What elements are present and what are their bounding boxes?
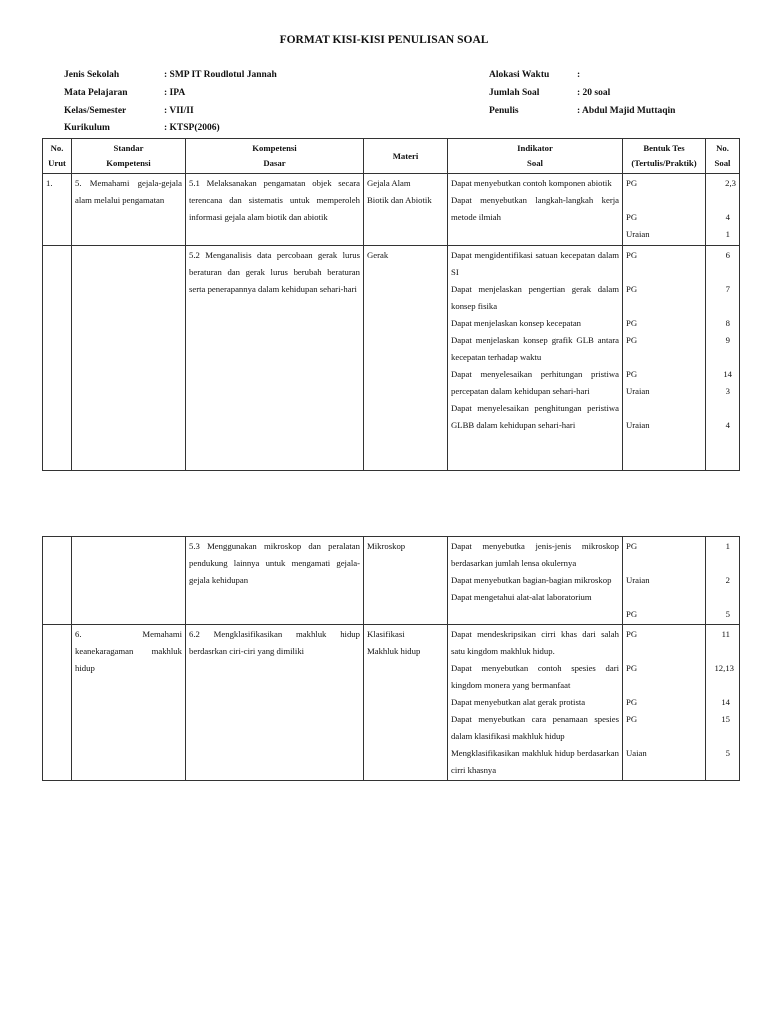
indikator-item: Dapat menyebutkan contoh komponen abiotik [451, 178, 612, 188]
indikator-item: Dapat mendeskripsikan cirri khas dari salah satu kingdom makhluk hidup. [451, 629, 619, 656]
header-indikator-soal: Indikator Soal [448, 139, 623, 174]
cell-no [43, 625, 72, 781]
meta-label: Jumlah Soal [489, 88, 540, 98]
cell-no-soal: 11 12,13 14 15 5 [706, 625, 740, 781]
cell-indikator [448, 625, 623, 781]
meta-value: : SMP IT Roudlotul Jannah [164, 70, 277, 80]
indikator-item: Dapat menyebutka jenis-jenis mikroskop berdasarkan jumlah lensa okulernya [451, 541, 619, 568]
cell-no [43, 246, 72, 471]
cell-no-soal: 1 2 5 [706, 537, 740, 625]
indikator-item: Dapat menyebutkan cara penamaan spesies dalam klasifikasi makhluk hidup [451, 714, 619, 741]
meta-value: : 20 soal [577, 88, 611, 98]
meta-right [489, 70, 729, 120]
indikator-item: Dapat menjelaskan pengertian gerak dalam konsep fisika [451, 284, 619, 311]
header-kompetensi-dasar: Kompetensi Dasar [186, 139, 364, 174]
table-row [43, 174, 740, 246]
table-header-row [43, 139, 740, 174]
cell-bentuk-tes: PG PG Uraian [623, 174, 706, 246]
cell-bentuk-tes: PG PG PG PG PG Uraian Uraian [623, 246, 706, 471]
header-no-urut: No. Urut [43, 139, 72, 174]
indikator-item: Dapat mengidentifikasi satuan kecepatan dalam SI [451, 250, 619, 277]
cell-materi: Mikroskop [364, 537, 448, 625]
meta-label: Mata Pelajaran [64, 88, 128, 98]
meta-left [64, 70, 364, 140]
indikator-item: Dapat menyebutkan contoh spesies dari kingdom monera yang bermanfaat [451, 663, 619, 690]
meta-label: Kelas/Semester [64, 106, 127, 116]
meta-label: Jenis Sekolah [64, 70, 120, 80]
cell-bentuk-tes: PG Uraian PG [623, 537, 706, 625]
meta-value: : [577, 70, 581, 80]
meta-value: : KTSP(2006) [164, 123, 220, 133]
indikator-item: Dapat menjelaskan konsep grafik GLB antara kecepatan terhadap waktu [451, 335, 619, 362]
cell-materi: Klasifikasi Makhluk hidup [364, 625, 448, 781]
cell-indikator [448, 174, 623, 246]
cell-standar-kompetensi [72, 246, 186, 471]
table-row [43, 625, 740, 781]
meta-value: : IPA [164, 88, 186, 98]
cell-materi: Gejala Alam Biotik dan Abiotik [364, 174, 448, 246]
indikator-item: Dapat mengetahui alat-alat laboratorium [451, 592, 592, 602]
cell-kompetensi-dasar: 5.2 Menganalisis data percobaan gerak lurus beraturan dan gerak lurus berubah beraturan serta penerapannya dalam kehidupan sehari-hari [186, 246, 364, 471]
indikator-item: Dapat menyebutkan bagian-bagian mikroskop [451, 575, 612, 585]
cell-no [43, 537, 72, 625]
cell-standar-kompetensi: 5. Memahami gejala-gejala alam melalui pengamatan [72, 174, 186, 246]
cell-indikator [448, 537, 623, 625]
kisi-kisi-table-1 [42, 138, 740, 471]
cell-standar-kompetensi [72, 537, 186, 625]
cell-no: 1. [43, 174, 72, 246]
cell-kompetensi-dasar: 5.1 Melaksanakan pengamatan objek secara terencana dan sistematis untuk memperoleh informasi gejala alam biotik dan abiotik [186, 174, 364, 246]
cell-no-soal: 2,3 4 1 [706, 174, 740, 246]
indikator-item: Dapat menyebutkan alat gerak protista [451, 697, 586, 707]
cell-bentuk-tes: PG PG PG PG Uaian [623, 625, 706, 781]
document-title: FORMAT KISI-KISI PENULISAN SOAL [279, 34, 489, 46]
indikator-item: Dapat menjelaskan konsep kecepatan [451, 318, 582, 328]
indikator-item: Dapat menyelesaikan perhitungan pristiwa percepatan dalam kehidupan sehari-hari [451, 369, 619, 396]
meta-label: Penulis [489, 106, 519, 116]
kisi-kisi-table-2 [42, 536, 740, 781]
cell-kompetensi-dasar: 6.2 Mengklasifikasikan makhluk hidup berdasrkan ciri-ciri yang dimiliki [186, 625, 364, 781]
table-row [43, 537, 740, 625]
indikator-item: Mengklasifikasikan makhluk hidup berdasarkan cirri khasnya [451, 748, 619, 775]
meta-label: Kurikulum [64, 123, 110, 133]
header-no-soal: No. Soal [706, 139, 740, 174]
header-materi: Materi [364, 139, 448, 174]
cell-no-soal: 6 7 8 9 14 3 4 [706, 246, 740, 471]
indikator-item: Dapat menyebutkan langkah-langkah kerja metode ilmiah [451, 195, 619, 222]
header-standar-kompetensi: Standar Kompetensi [72, 139, 186, 174]
cell-materi: Gerak [364, 246, 448, 471]
meta-value: : Abdul Majid Muttaqin [577, 106, 676, 116]
indikator-item: Dapat menyelesaikan penghitungan peristiwa GLBB dalam kehidupan sehari-hari [451, 403, 619, 430]
header-bentuk-tes: Bentuk Tes (Tertulis/Praktik) [623, 139, 706, 174]
meta-label: Alokasi Waktu [489, 70, 550, 80]
cell-kompetensi-dasar: 5.3 Menggunakan mikroskop dan peralatan pendukung lainnya untuk mengamati gejala-gejala kehidupan [186, 537, 364, 625]
meta-value: : VII/II [164, 106, 194, 116]
cell-standar-kompetensi: 6. Memahami keanekaragaman makhluk hidup [72, 625, 186, 781]
cell-indikator [448, 246, 623, 471]
table-row [43, 246, 740, 471]
